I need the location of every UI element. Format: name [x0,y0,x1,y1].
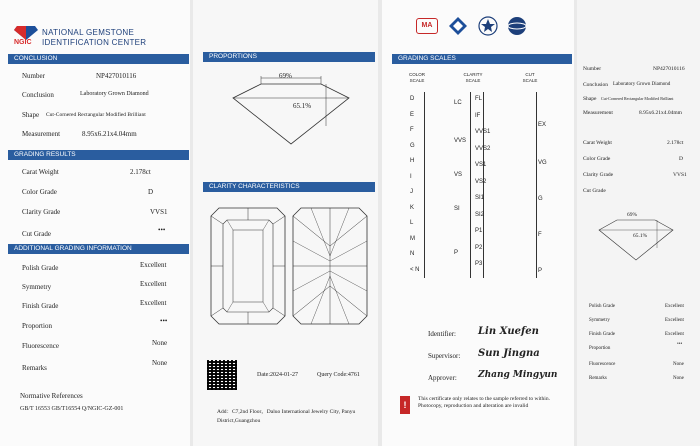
cut-scale-head: CUT SCALE [522,72,538,83]
section-proportions: PROPORTIONS [203,52,375,62]
clarity-grade-item: P1 [475,228,483,234]
notice-text: This certificate only relates to the sample referred to within. Photocopy, reproduction and alteration are invalid [418,396,550,409]
measurement-label: Measurement [22,130,61,138]
card-shape-label: Shape [583,96,597,102]
certificate-panel-diagrams [193,0,378,446]
cut-label: Cut Grade [22,230,51,238]
card-polish-label: Polish Grade [589,304,615,309]
clarity-group-item: P [454,250,459,256]
depth-percentage: 65.1% [293,102,312,110]
clarity-group-item: SI [454,206,460,212]
card-symmetry-label: Symmetry [589,318,610,323]
color-scale-head: COLOR SCALE [408,72,425,83]
carat-value: 2.178ct [130,168,151,176]
color-scale-item: D [410,96,415,102]
polish-value: Excellent [140,261,167,269]
proportion-diagram [221,68,361,148]
symmetry-value: Excellent [140,280,167,288]
clarity-grade-item: P2 [475,244,483,251]
references-title: Normative References [20,392,83,400]
polish-label: Polish Grade [22,264,59,272]
proportion-value: ••• [160,317,168,325]
card-shape-value: Cut-Cornered Rectangular Modified Brilliant [601,96,674,101]
section-conclusion: CONCLUSION [8,54,189,64]
color-scale-line [424,92,425,278]
card-number-label: Number [583,66,602,72]
star-cert-icon [478,16,498,36]
card-color-label: Color Grade [583,156,611,162]
clarity-grade-item: SI2 [475,211,485,218]
clarity-group-item: LC [454,100,462,106]
card-table-percentage: 69% [627,212,638,218]
certificate-panel-scales [382,0,574,446]
card-fluorescence-label: Fluorescence [589,362,616,367]
address-text: Add：C7,2nd Floor，Daluo International Jewelry City, Panyu District,Guangzhou [217,409,356,424]
ma-logo: MA [416,18,438,34]
supervisor-label: Supervisor: [428,352,461,360]
diamond-cert-icon [448,16,468,36]
clarity-grade-item: VVS2 [475,145,491,152]
clarity-scale-line-right [483,92,484,278]
clarity-label: Clarity Grade [22,208,61,216]
card-measurement-value: 8.95x6.21x4.04mm [639,110,682,116]
date-text: Date:2024-01-27 [257,372,298,378]
clarity-grade-item: VVS1 [475,129,491,135]
approver-label: Approver: [428,374,457,382]
remarks-value: None [152,359,168,367]
cut-scale-item: P [538,268,543,274]
card-cut-label: Cut Grade [583,188,606,194]
clarity-group-item: VS [454,172,463,178]
fluorescence-label: Fluorescence [22,342,59,350]
number-value: NP427010116 [96,72,137,80]
cut-scale-line [536,92,537,278]
card-finish-label: Finish Grade [589,332,615,337]
card-remarks-label: Remarks [589,376,607,381]
proportion-label: Proportion [22,322,52,330]
card-conclusion-value: Laboratory Grown Diamond [613,82,671,87]
card-symmetry-value: Excellent [665,318,684,323]
clarity-grade-item: VS2 [475,178,487,185]
clarity-grade-item: IF [475,112,481,119]
clarity-group-item: VVS [454,138,467,144]
card-finish-value: Excellent [665,332,684,337]
color-label: Color Grade [22,188,57,196]
card-fluorescence-value: None [673,362,684,367]
card-carat-value: 2.178ct [667,140,684,146]
finish-value: Excellent [140,299,167,307]
clarity-grade-item: SI1 [475,195,485,201]
clarity-grade-item: VS1 [475,162,487,168]
table-percentage: 69% [279,72,292,80]
conclusion-label: Conclusion [22,91,54,99]
card-depth-percentage: 65.1% [633,233,648,239]
color-value: D [148,188,154,196]
cut-value: ••• [158,226,166,234]
card-proportion-value: ••• [677,342,683,347]
section-grading-scales: GRADING SCALES [392,54,572,64]
finish-label: Finish Grade [22,302,59,310]
remarks-label: Remarks [22,364,47,372]
carat-label: Carat Weight [22,168,59,176]
fluorescence-value: None [152,339,168,347]
color-scale-item: I [410,173,412,180]
measurement-value: 8.95x6.21x4.04mm [82,130,137,138]
ngic-logo-text: NGIC [14,39,32,46]
card-remarks-value: None [673,376,684,381]
section-grading-results: GRADING RESULTS [8,150,189,160]
identifier-signature: Lin Xuefen [478,326,539,337]
card-carat-label: Carat Weight [583,140,612,146]
cut-scale-item: G [538,196,543,202]
section-additional: ADDITIONAL GRADING INFORMATION [8,244,189,254]
clarity-grade-item: FL [475,96,483,102]
color-scale-item: < N [410,266,420,273]
cut-scale-item: EX [538,122,547,128]
card-color-value: D [679,156,683,162]
card-polish-value: Excellent [665,304,684,309]
clarity-scale-line-left [470,92,471,278]
card-clarity-label: Clarity Grade [583,172,614,178]
clarity-grade-item: P3 [475,261,483,267]
clarity-value: VVS1 [150,208,168,216]
warning-icon: ! [400,396,410,414]
certificate-panel-main [0,0,190,446]
approver-signature: Zhang Mingyun [478,370,558,380]
number-label: Number [22,72,45,80]
symmetry-label: Symmetry [22,283,52,291]
card-conclusion-label: Conclusion [583,82,609,88]
color-scale-item: G [410,142,415,149]
color-scale-item: H [410,158,415,164]
supervisor-signature: Sun Jingna [478,348,540,359]
cut-scale-item: VG [538,160,547,166]
color-scale-item: E [410,111,415,118]
card-proportion-label: Proportion [589,346,611,351]
cut-scale-item: F [538,232,542,238]
color-scale-item: J [410,189,413,195]
cnas-cert-icon [506,16,528,36]
org-name-line2: IDENTIFICATION CENTER [42,38,147,47]
org-name-line1: NATIONAL GEMSTONE [42,28,135,37]
clarity-plot-pavilion [291,206,369,326]
ngic-logo [14,24,38,48]
clarity-plot-crown [209,206,287,326]
identifier-label: Identifier: [428,330,456,338]
color-scale-item: N [410,251,415,257]
color-scale-item: K [410,204,415,211]
color-scale-item: F [410,127,414,133]
clarity-scale-head: CLARITY SCALE [463,72,483,83]
section-clarity: CLARITY CHARACTERISTICS [203,182,375,192]
card-clarity-value: VVS1 [673,172,687,178]
card-measurement-label: Measurement [583,110,613,116]
certificate-panel-card [577,0,700,446]
card-number-value: NP427010116 [653,66,685,72]
shape-label: Shape [22,111,40,119]
query-code: Query Code:4761 [317,372,360,378]
color-scale-item: M [410,235,415,242]
qr-code [207,360,237,390]
conclusion-value: Laboratory Grown Diamond [80,91,149,97]
references-codes: GB/T 16553 GB/T16554 Q/NGIC-GZ-001 [20,406,124,412]
color-scale-item: L [410,220,414,226]
shape-value: Cut-Cornered Rectangular Modified Brilliant [46,112,146,118]
